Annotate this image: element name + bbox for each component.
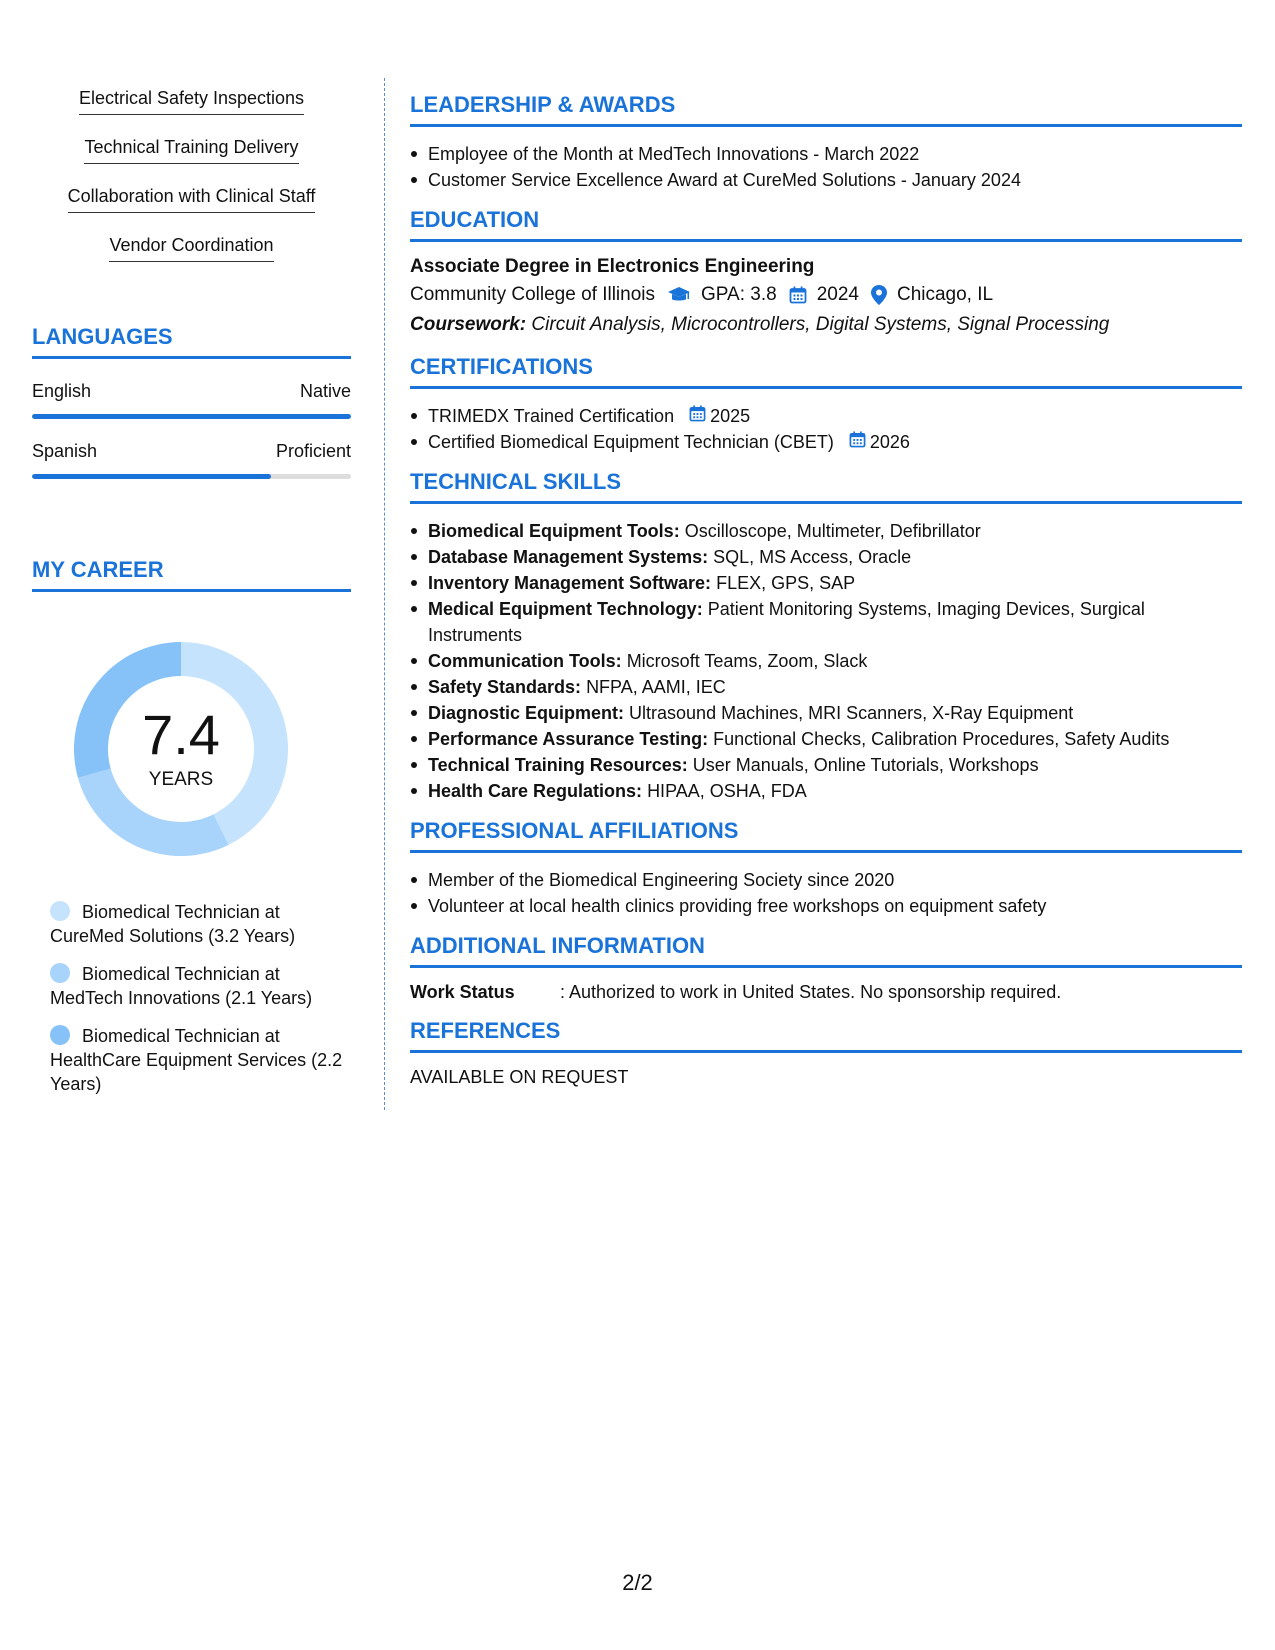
skill-value: HIPAA, OSHA, FDA bbox=[647, 781, 807, 801]
education-section bbox=[410, 207, 1242, 340]
location-pin-icon bbox=[871, 285, 887, 305]
skill-item: Technical Training Delivery bbox=[84, 137, 298, 164]
list-item: Customer Service Excellence Award at CureMed Solutions - January 2024 bbox=[410, 167, 1242, 193]
calendar-icon bbox=[849, 429, 870, 455]
technical-skill-item bbox=[410, 570, 1242, 596]
work-status-label: Work Status bbox=[410, 982, 515, 1002]
skill-label: Performance Assurance Testing: bbox=[428, 729, 709, 749]
references-text: AVAILABLE ON REQUEST bbox=[410, 1067, 629, 1087]
gpa: GPA: 3.8 bbox=[701, 284, 777, 305]
degree: Associate Degree in Electronics Engineering bbox=[410, 256, 815, 277]
career-legend-item bbox=[50, 962, 351, 1010]
certification-name: Certified Biomedical Equipment Technician (CBET) bbox=[428, 432, 834, 452]
technical-skill-item bbox=[410, 674, 1242, 700]
skill-value: Microsoft Teams, Zoom, Slack bbox=[626, 651, 868, 671]
technical-skill-item bbox=[410, 544, 1242, 570]
career-legend bbox=[32, 900, 351, 1096]
references-section bbox=[410, 1018, 1242, 1088]
legend-dot bbox=[50, 901, 70, 921]
legend-dot bbox=[50, 963, 70, 983]
skill-item: Vendor Coordination bbox=[109, 235, 273, 262]
language-bar bbox=[32, 474, 351, 479]
page-number: 2/2 bbox=[622, 1570, 653, 1595]
skill-value: NFPA, AAMI, IEC bbox=[586, 677, 726, 697]
right-column bbox=[410, 92, 1242, 1102]
skill-label: Safety Standards: bbox=[428, 677, 582, 697]
skill-label: Biomedical Equipment Tools: bbox=[428, 521, 680, 541]
calendar-icon bbox=[689, 403, 710, 429]
language-name: English bbox=[32, 381, 92, 401]
legend-label: Biomedical Technician at MedTech Innovations (2.1 Years) bbox=[50, 964, 313, 1008]
skill-value: Oscilloscope, Multimeter, Defibrillator bbox=[684, 521, 981, 541]
calendar-icon bbox=[789, 286, 807, 304]
certification-item bbox=[410, 429, 1242, 455]
technical-skills-title: TECHNICAL SKILLS bbox=[410, 469, 1242, 504]
technical-skill-item bbox=[410, 648, 1242, 674]
certification-name: TRIMEDX Trained Certification bbox=[428, 406, 675, 426]
skill-item: Collaboration with Clinical Staff bbox=[68, 186, 316, 213]
school-name: Community College of Illinois bbox=[410, 284, 655, 305]
language-bar-fill bbox=[32, 474, 271, 479]
certifications-title: CERTIFICATIONS bbox=[410, 354, 1242, 389]
certification-item bbox=[410, 403, 1242, 429]
certification-year: 2025 bbox=[710, 406, 751, 426]
technical-skill-item bbox=[410, 596, 1242, 648]
references-title: REFERENCES bbox=[410, 1018, 1242, 1053]
left-column bbox=[32, 78, 351, 1110]
language-entry bbox=[32, 441, 351, 479]
legend-label: Biomedical Technician at HealthCare Equipment Services (2.2 Years) bbox=[50, 1026, 343, 1094]
language-bar-fill bbox=[32, 414, 351, 419]
language-level: Native bbox=[299, 381, 351, 401]
technical-skills-section bbox=[410, 469, 1242, 804]
leadership-title: LEADERSHIP & AWARDS bbox=[410, 92, 1242, 127]
technical-skill-item bbox=[410, 518, 1242, 544]
career-legend-item bbox=[50, 900, 351, 948]
language-entry bbox=[32, 381, 351, 419]
list-item: Member of the Biomedical Engineering Society since 2020 bbox=[410, 867, 1242, 893]
career-total-value: 7.4 bbox=[142, 703, 220, 766]
skill-label: Technical Training Resources: bbox=[428, 755, 688, 775]
skill-value: Patient Monitoring Systems, Imaging Devices, Surgical Instruments bbox=[428, 599, 1145, 645]
affiliations-title: PROFESSIONAL AFFILIATIONS bbox=[410, 818, 1242, 853]
language-level: Proficient bbox=[275, 441, 351, 461]
coursework bbox=[410, 310, 1242, 340]
skill-label: Medical Equipment Technology: bbox=[428, 599, 703, 619]
skill-label: Inventory Management Software: bbox=[428, 573, 712, 593]
legend-dot bbox=[50, 1025, 70, 1045]
education-details bbox=[410, 280, 1242, 310]
career-donut bbox=[66, 634, 296, 864]
skill-value: User Manuals, Online Tutorials, Workshops bbox=[692, 755, 1039, 775]
languages-section bbox=[32, 324, 351, 479]
list-item: Volunteer at local health clinics providing free workshops on equipment safety bbox=[410, 893, 1242, 919]
additional-info-section bbox=[410, 933, 1242, 1004]
skill-label: Diagnostic Equipment: bbox=[428, 703, 625, 723]
affiliations-section bbox=[410, 818, 1242, 919]
skill-item: Electrical Safety Inspections bbox=[79, 88, 304, 115]
technical-skill-item bbox=[410, 726, 1242, 752]
graduation-year: 2024 bbox=[816, 284, 859, 305]
work-status-value: : Authorized to work in United States. No sponsorship required. bbox=[560, 982, 1062, 1002]
column-divider bbox=[384, 78, 385, 1110]
leadership-section bbox=[410, 92, 1242, 193]
languages-title: LANGUAGES bbox=[32, 324, 351, 359]
skill-value: Functional Checks, Calibration Procedures, Safety Audits bbox=[713, 729, 1170, 749]
skills-list bbox=[32, 78, 351, 274]
career-title: MY CAREER bbox=[32, 557, 351, 592]
career-total-unit: YEARS bbox=[148, 769, 214, 790]
coursework-value: Circuit Analysis, Microcontrollers, Digital Systems, Signal Processing bbox=[531, 314, 1110, 335]
skill-label: Communication Tools: bbox=[428, 651, 622, 671]
skill-value: SQL, MS Access, Oracle bbox=[713, 547, 912, 567]
graduation-cap-icon bbox=[667, 286, 691, 304]
skill-value: FLEX, GPS, SAP bbox=[716, 573, 856, 593]
legend-label: Biomedical Technician at CureMed Solutions (3.2 Years) bbox=[50, 902, 296, 946]
technical-skill-item bbox=[410, 778, 1242, 804]
skill-label: Health Care Regulations: bbox=[428, 781, 643, 801]
career-section bbox=[32, 557, 351, 1096]
language-bar bbox=[32, 414, 351, 419]
career-legend-item bbox=[50, 1024, 351, 1096]
technical-skill-item bbox=[410, 752, 1242, 778]
skill-label: Database Management Systems: bbox=[428, 547, 709, 567]
additional-info-title: ADDITIONAL INFORMATION bbox=[410, 933, 1242, 968]
language-name: Spanish bbox=[32, 441, 98, 461]
coursework-label: Coursework: bbox=[410, 314, 527, 335]
skill-value: Ultrasound Machines, MRI Scanners, X-Ray Equipment bbox=[629, 703, 1074, 723]
certifications-section bbox=[410, 354, 1242, 455]
education-title: EDUCATION bbox=[410, 207, 1242, 242]
list-item: Employee of the Month at MedTech Innovations - March 2022 bbox=[410, 141, 1242, 167]
school-location: Chicago, IL bbox=[896, 284, 994, 305]
certification-year: 2026 bbox=[869, 432, 910, 452]
technical-skill-item bbox=[410, 700, 1242, 726]
